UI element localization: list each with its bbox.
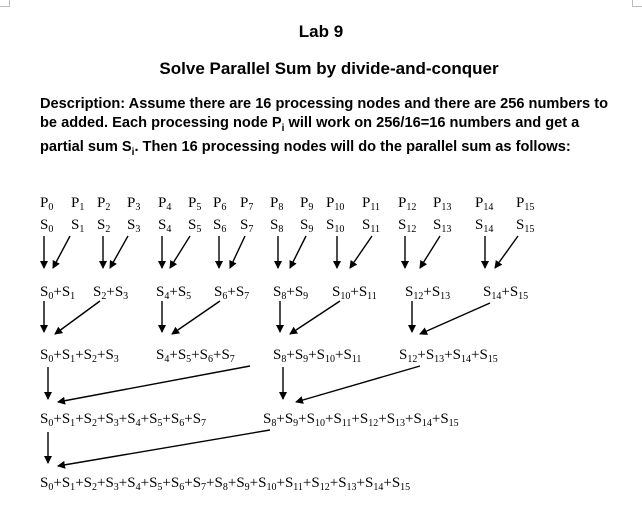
partial-sum-label-7: $S_7$ — [240, 217, 254, 235]
arrow-25 — [58, 366, 250, 402]
arrow-9 — [290, 236, 306, 268]
level1-sum-5: $S_{10}+S_{11}$ — [332, 284, 377, 302]
level2-sum-3: $S_{12}+S_{13}+S_{14}+S_{15}$ — [399, 347, 498, 365]
level1-sum-0: $S_0+S_1$ — [40, 284, 76, 302]
arrow-19 — [172, 301, 220, 334]
partial-sum-label-4: $S_4$ — [158, 217, 172, 235]
partial-sum-label-11: $S_{11}$ — [362, 217, 380, 235]
partial-sum-label-6: $S_6$ — [213, 217, 227, 235]
arrow-17 — [55, 301, 100, 334]
partial-sum-label-3: $S_3$ — [127, 217, 141, 235]
description-part1: Description: Assume there are 16 processing nodes and there are 256 numbers to be added. Each processing node P — [40, 96, 608, 131]
processor-label-8: $P_8$ — [270, 195, 284, 213]
description-part3: . Then 16 processing nodes will do the parallel sum as follows: — [134, 138, 571, 155]
partial-sum-label-14: $S_{14}$ — [475, 217, 494, 235]
processor-label-9: $P_9$ — [300, 195, 314, 213]
processor-label-15: $P_{15}$ — [516, 195, 535, 213]
partial-sum-label-9: $S_9$ — [300, 217, 314, 235]
processor-label-0: $P_0$ — [40, 195, 54, 213]
partial-sum-label-8: $S_8$ — [270, 217, 284, 235]
description-sub-i: i — [281, 122, 285, 134]
arrow-1 — [53, 236, 70, 268]
level2-sum-1: $S_4+S_5+S_6+S_7$ — [156, 347, 235, 365]
level1-sum-6: $S_{12}+S_{13}$ — [405, 284, 451, 302]
level1-sum-2: $S_4+S_5$ — [156, 284, 192, 302]
processor-label-14: $P_{14}$ — [475, 195, 494, 213]
arrow-3 — [110, 236, 128, 268]
arrow-27 — [296, 366, 420, 402]
arrow-7 — [230, 236, 245, 268]
level1-sum-3: $S_6+S_7$ — [214, 284, 250, 302]
processor-label-10: $P_{10}$ — [326, 195, 345, 213]
arrow-29 — [58, 430, 270, 466]
level4-sum-0: $S_0+S_1+S_2+S_3+S_4+S_5+S_6+S_7+S_8+S_9+S_{10}+S_{11}+S_{12}+S_{13}+S_{14}+S_{15}$ — [40, 475, 411, 493]
page-subtitle: Solve Parallel Sum by divide-and-conquer — [159, 59, 499, 78]
partial-sum-label-0: $S_0$ — [40, 217, 54, 235]
level1-sum-7: $S_{14}+S_{15}$ — [483, 284, 529, 302]
level1-sum-1: $S_2+S_3$ — [93, 284, 129, 302]
processor-label-7: $P_7$ — [240, 195, 254, 213]
level3-sum-1: $S_8+S_9+S_{10}+S_{11}+S_{12}+S_{13}+S_{14}+S_{15}$ — [263, 411, 459, 429]
processor-label-5: $P_5$ — [188, 195, 202, 213]
partial-sum-label-15: $S_{15}$ — [516, 217, 535, 235]
processor-label-12: $P_{12}$ — [398, 195, 417, 213]
level2-sum-0: $S_0+S_1+S_2+S_3$ — [40, 347, 119, 365]
arrow-5 — [170, 236, 190, 268]
arrow-23 — [420, 303, 490, 334]
arrow-11 — [350, 236, 372, 268]
processor-label-3: $P_3$ — [127, 195, 141, 213]
description-sub-i2: i — [131, 146, 135, 158]
level2-sum-2: $S_8+S_9+S_{10}+S_{11}$ — [273, 347, 362, 365]
partial-sum-label-1: $S_1$ — [71, 217, 85, 235]
partial-sum-label-5: $S_5$ — [188, 217, 202, 235]
processor-label-13: $P_{13}$ — [433, 195, 452, 213]
description-part2: will work on 256/16=16 numbers and get a partial sum S — [40, 115, 580, 155]
level1-sum-4: $S_8+S_9$ — [273, 284, 309, 302]
arrow-21 — [290, 301, 340, 334]
partial-sum-label-10: $S_{10}$ — [326, 217, 345, 235]
processor-label-6: $P_6$ — [213, 195, 227, 213]
processor-label-2: $P_2$ — [97, 195, 111, 213]
partial-sum-label-2: $S_2$ — [97, 217, 111, 235]
partial-sum-label-12: $S_{12}$ — [398, 217, 417, 235]
level3-sum-0: $S_0+S_1+S_2+S_3+S_4+S_5+S_6+S_7$ — [40, 411, 207, 429]
processor-label-11: $P_{11}$ — [362, 195, 380, 213]
arrow-13 — [420, 236, 440, 268]
processor-label-1: $P_1$ — [71, 195, 85, 213]
arrow-15 — [495, 236, 518, 268]
partial-sum-label-13: $S_{13}$ — [433, 217, 452, 235]
processor-label-4: $P_4$ — [158, 195, 172, 213]
page-title: Lab 9 — [298, 22, 344, 41]
